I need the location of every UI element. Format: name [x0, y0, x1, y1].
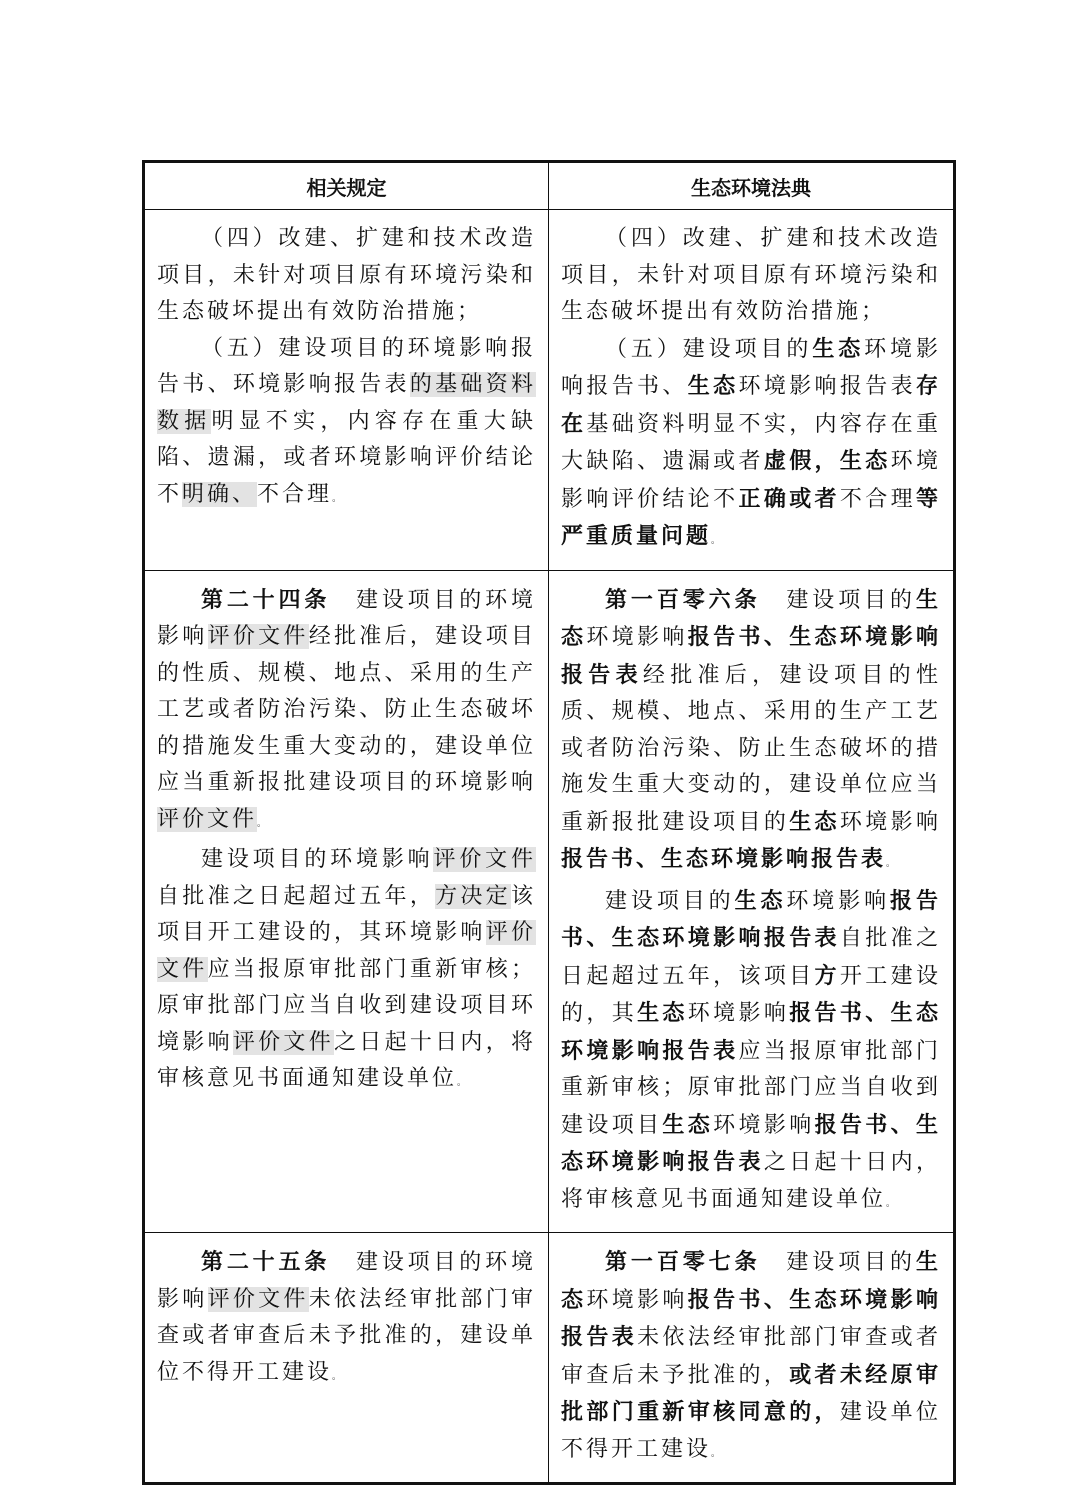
bold-text: 生态	[687, 373, 739, 399]
paragraph-mark: 。	[457, 1078, 467, 1088]
text-run: 建设项目的环境影响	[157, 1250, 536, 1312]
paragraph	[157, 582, 536, 843]
bold-text: 生态	[662, 1111, 714, 1138]
text-run: 不合理	[839, 486, 916, 512]
cell-related-provisions	[144, 570, 549, 1233]
bold-text: 生态	[561, 1249, 941, 1313]
text-run: （五）建设项目的环境影响报告书、环境影响报告表	[157, 335, 536, 397]
text-run: 自批准之日起超过五年，该项目	[561, 926, 941, 989]
bold-text: 报告书、生态环境影响报告表	[561, 1286, 941, 1350]
table-row	[144, 1233, 955, 1484]
bold-text: 报告书、生态环境影响报告表	[561, 1000, 941, 1064]
bold-text: 第一百零七条	[605, 1249, 761, 1275]
bold-text: 报告书、生态环境影响报告表	[561, 887, 941, 951]
text-run: 该项目开工建设的，其环境影响	[157, 883, 536, 945]
paragraph-mark: 。	[886, 859, 896, 869]
text-run: 之日起十日内，将审核意见书面通知建设单位	[157, 1029, 536, 1091]
text-run: 环境影响评价结论不	[561, 449, 941, 512]
cell-eco-environment-code	[549, 570, 955, 1233]
text-run: 环境影响	[586, 625, 688, 650]
text-run: 环境影响报告书、	[561, 336, 941, 399]
text-run: （五）建设项目的	[605, 336, 813, 362]
bold-text: 报告书、生态环境影响报告表	[561, 624, 941, 688]
bold-text: 生态	[789, 808, 840, 835]
bold-text: 第二十五条	[201, 1249, 331, 1275]
header-eco-environment-code: 生态环境法典	[549, 162, 955, 210]
highlighted-text: 评价文件	[207, 1286, 309, 1312]
bold-text: 或者未经原审批部门重新审核同意的，	[561, 1361, 941, 1425]
highlighted-text: 评价文件	[232, 1029, 334, 1055]
cell-related-provisions	[144, 210, 549, 571]
text-run: 环境影响	[687, 1001, 790, 1026]
bold-text: 等严重质量问题	[561, 485, 941, 549]
cell-related-provisions	[144, 1233, 549, 1484]
paragraph-mark: 。	[332, 493, 342, 504]
paragraph-mark: 。	[711, 1448, 721, 1459]
bold-text: 生态	[637, 1000, 688, 1026]
text-run: 建设单位不得开工建设	[561, 1400, 941, 1462]
text-run: 环境影响	[786, 888, 891, 914]
bold-text: 报告书、生态环境影响报告表	[561, 846, 887, 872]
highlighted-text: 的基础资料数据	[157, 372, 536, 434]
text-run: 环境影响报告表	[738, 374, 916, 399]
bold-text: 生态	[561, 586, 941, 650]
bold-text: 存在	[561, 373, 941, 437]
paragraph	[561, 221, 941, 331]
comparison-table	[142, 160, 956, 1485]
cell-eco-environment-code	[549, 1233, 955, 1484]
paragraph	[157, 331, 536, 518]
paragraph-mark: 。	[332, 1371, 342, 1382]
table-row	[144, 210, 955, 571]
header-related-provisions: 相关规定	[144, 162, 549, 210]
cell-eco-environment-code	[549, 210, 955, 571]
bold-text: 虚假，生态	[763, 448, 891, 474]
paragraph	[157, 221, 536, 331]
paragraph	[561, 883, 941, 1223]
text-run: 之日起十日内，将审核意见书面通知建设单位	[561, 1150, 941, 1212]
text-run: 建设项目的	[760, 1250, 916, 1275]
text-run: 基础资料明显不实，内容存在重大缺陷、遗漏或者	[561, 411, 941, 474]
text-run: 建设项目的	[760, 587, 916, 613]
text-run: 开工建设的，其	[561, 963, 941, 1026]
paragraph-mark: 。	[257, 818, 267, 829]
highlighted-text: 评价文件	[157, 806, 258, 832]
text-run: 自批准之日起超过五年，	[157, 883, 436, 909]
bold-text: 正确或者	[738, 485, 840, 512]
bold-text: 第二十四条	[201, 586, 331, 613]
paragraph-mark: 。	[711, 536, 721, 546]
text-run: 未依法经审批部门审查或者审查后未予批准的，	[561, 1325, 941, 1388]
table-row	[144, 570, 955, 1233]
text-run: 应当报原审批部门重新审核；原审批部门应当自收到建设项目	[561, 1038, 941, 1138]
text-run: 经批准后，建设项目的性质、规模、地点、采用的生产工艺或者防治污染、防止生态破坏的措施发生重大变动的，建设单位应当重新报批建设项目的环境影响	[157, 624, 536, 795]
bold-text: 第一百零六条	[605, 586, 761, 613]
text-run: （四）改建、扩建和技术改造项目，未针对项目原有环境污染和生态破坏提出有效防治措施；	[561, 226, 941, 324]
paragraph	[561, 1244, 941, 1472]
text-run: 应当报原审批部门重新审核；原审批部门应当自收到建设项目环境影响	[157, 956, 536, 1055]
bold-text: 报告书、生态环境影响报告表	[561, 1111, 941, 1175]
text-run: 环境影响	[586, 1287, 688, 1313]
text-run: 建设项目的环境影响	[201, 847, 434, 872]
paragraph-mark: 。	[886, 1198, 896, 1209]
highlighted-text: 评价文件	[207, 624, 309, 649]
text-run: 不合理	[257, 481, 333, 507]
highlighted-text: 评价文件	[157, 920, 536, 982]
bold-text: 生态	[734, 887, 787, 914]
bold-text: 方	[814, 962, 840, 989]
text-run: 建设项目的环境影响	[157, 587, 536, 649]
text-run: （四）改建、扩建和技术改造项目，未针对项目原有环境污染和生态破坏提出有效防治措施；	[157, 226, 536, 324]
text-run: 未依法经审批部门审查或者审查后未予批准的，建设单位不得开工建设	[157, 1286, 536, 1385]
paragraph	[561, 331, 941, 560]
highlighted-text: 明确	[182, 481, 233, 507]
highlighted-text: 方决定	[435, 883, 511, 909]
text-run: 环境影响	[713, 1112, 815, 1138]
text-run: 经批准后，建设项目的性质、规模、地点、采用的生产工艺或者防治污染、防止生态破坏的措施发生重大变动的，建设单位应当重新报批建设项目的	[561, 662, 941, 835]
paragraph	[157, 1244, 536, 1395]
highlighted-text: 、	[232, 481, 258, 507]
bold-text: 生态	[812, 335, 865, 362]
paragraph	[561, 582, 941, 883]
text-run: 环境影响	[839, 809, 941, 835]
highlighted-text: 评价文件	[433, 847, 536, 872]
table-header-row	[144, 162, 955, 210]
text-run: 建设项目的	[605, 888, 735, 914]
paragraph	[157, 842, 536, 1102]
text-run: 明显不实，内容存在重大缺陷、遗漏，或者环境影响评价结论不	[157, 408, 536, 507]
